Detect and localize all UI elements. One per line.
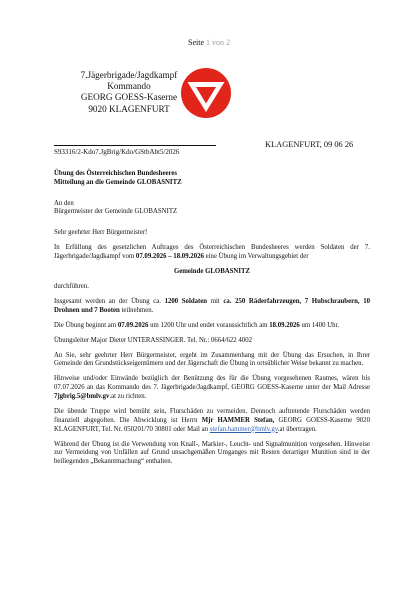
page-label: Seite bbox=[188, 38, 204, 47]
exercise-dates: 07.09.2026 – 18.09.2026 bbox=[135, 252, 204, 260]
subject bbox=[54, 170, 370, 188]
contact-email-link[interactable]: stefan.hammer@bmlv.gv bbox=[209, 425, 278, 433]
objections-text-end: .at zu richten. bbox=[109, 393, 147, 401]
sender-line-city: 9020 KLAGENFURT bbox=[88, 103, 170, 114]
page-current: 1 bbox=[206, 38, 210, 47]
objections-paragraph bbox=[54, 375, 370, 401]
brigade-email[interactable]: 7jgbrig.5@bmlv.gv bbox=[54, 393, 110, 401]
recipient-line-1: An den bbox=[54, 199, 74, 207]
sender-line-barracks: GEORG GOESS-Kaserne bbox=[80, 92, 178, 103]
schedule-text-mid: um 1200 Uhr und endet voraussichtlich am bbox=[148, 321, 270, 329]
intro-paragraph bbox=[54, 244, 370, 262]
damage-contact: Mjr HAMMER Stefan, bbox=[201, 416, 275, 424]
page-number bbox=[188, 38, 230, 47]
conducted-line: durchführen. bbox=[54, 282, 89, 290]
schedule-paragraph bbox=[54, 322, 370, 331]
forces-text: Insgesamt werden an der Übung ca. bbox=[54, 297, 165, 305]
subject-line-1: Übung des Österreichischen Bundesheeres bbox=[54, 170, 178, 177]
salutation: Sehr geehrter Herr Bürgermeister! bbox=[54, 229, 148, 237]
municipality: Gemeinde GLOBASNITZ bbox=[173, 267, 251, 275]
request-paragraph: An Sie, sehr geehrter Herr Bürgermeister, ergeht im Zusammenhang mit der Übung das Ersuchen, in Ihrer Gemeinde den Grundstückseigentümern und der Jägerschaft die Übung in ortsüblicher Weise bekannt zu machen. bbox=[54, 351, 370, 368]
subject-line-2: Mitteilung an die Gemeinde GLOBASNITZ bbox=[54, 178, 182, 186]
intro-text: In Erfüllung des gesetzlichen Auftrages des Österreichischen Bundesheeres werden Soldaten der 7. Jägerbrigade/Jagdkampf vom bbox=[54, 244, 370, 260]
damage-text: Die übende Truppe wird bemüht sein, Flurschäden zu vermeiden. Dennoch auftretende Flurschäden werden finanziell abgegolten. Die Abwicklung ist Herrn bbox=[54, 408, 370, 424]
start-date: 07.09.2026 bbox=[117, 321, 149, 329]
damage-text-mid: GEORG GOESS-Kaserne 9020 KLAGENFURT, Tel. Nr. 050201/70 30801 oder Mail an bbox=[54, 416, 370, 433]
end-date: 18.09.2026 bbox=[269, 321, 300, 329]
forces-paragraph bbox=[54, 298, 370, 316]
damage-paragraph bbox=[54, 408, 370, 434]
sender-line-unit: 7.Jägerbrigade/Jagdkampf bbox=[80, 70, 178, 80]
soldiers-count: 1200 Soldaten bbox=[164, 297, 208, 305]
forces-text-end: teilnehmen. bbox=[119, 306, 154, 314]
schedule-text: Die Übung beginnt am bbox=[54, 321, 118, 329]
page-of: von bbox=[212, 38, 224, 47]
schedule-text-end: um 1400 Uhr. bbox=[299, 321, 340, 329]
intro-text-end: eine Übung im Verwaltungsgebiet der bbox=[203, 252, 309, 260]
forces-text-mid: mit bbox=[207, 297, 224, 305]
page-total: 2 bbox=[226, 38, 230, 47]
munitions-paragraph: Während der Übung ist die Verwendung von Knall-, Markier-, Leucht- und Signalmunition vorgesehen. Hinweise zur Vermeidung von Unfällen auf Grund unsachgemäßen Umganges mit Resten derartiger Munition sind in der beiliegenden „Bekanntmachung“ enthalten. bbox=[54, 440, 370, 466]
exercise-leader: Übungsleiter Major Dieter UNTERASSINGER. Tel. Nr.: 0664/622 4002 bbox=[54, 336, 252, 344]
equipment-list: ca. 250 Räderfahrzeugen, 7 Hubschraubern, 10 Drohnen und 7 Booten bbox=[54, 297, 370, 314]
city-date: KLAGENFURT, 09 06 26 bbox=[265, 140, 354, 149]
damage-text-end: .at übertragen. bbox=[277, 425, 317, 433]
reference-number: S93316/2-Kdo7.JgBrig/Kdo/GStbAbt5/2026 bbox=[54, 145, 216, 157]
recipient bbox=[54, 200, 370, 218]
recipient-line-2: Bürgermeister der Gemeinde GLOBASNITZ bbox=[54, 208, 178, 216]
objections-text: Hinweise und/oder Einwände bezüglich der Benützung des für die Übung vorgesehenen Raumes, wären bis 07.07.2026 an das Kommando des 7. Jägerbrigade/Jagdkampf, GEORG GOESS-Kaserne unter der Mail Adresse bbox=[54, 375, 370, 392]
sender-line-command: Kommando bbox=[107, 81, 151, 92]
letter-body bbox=[54, 170, 370, 473]
bundesheer-emblem-icon bbox=[179, 66, 233, 120]
